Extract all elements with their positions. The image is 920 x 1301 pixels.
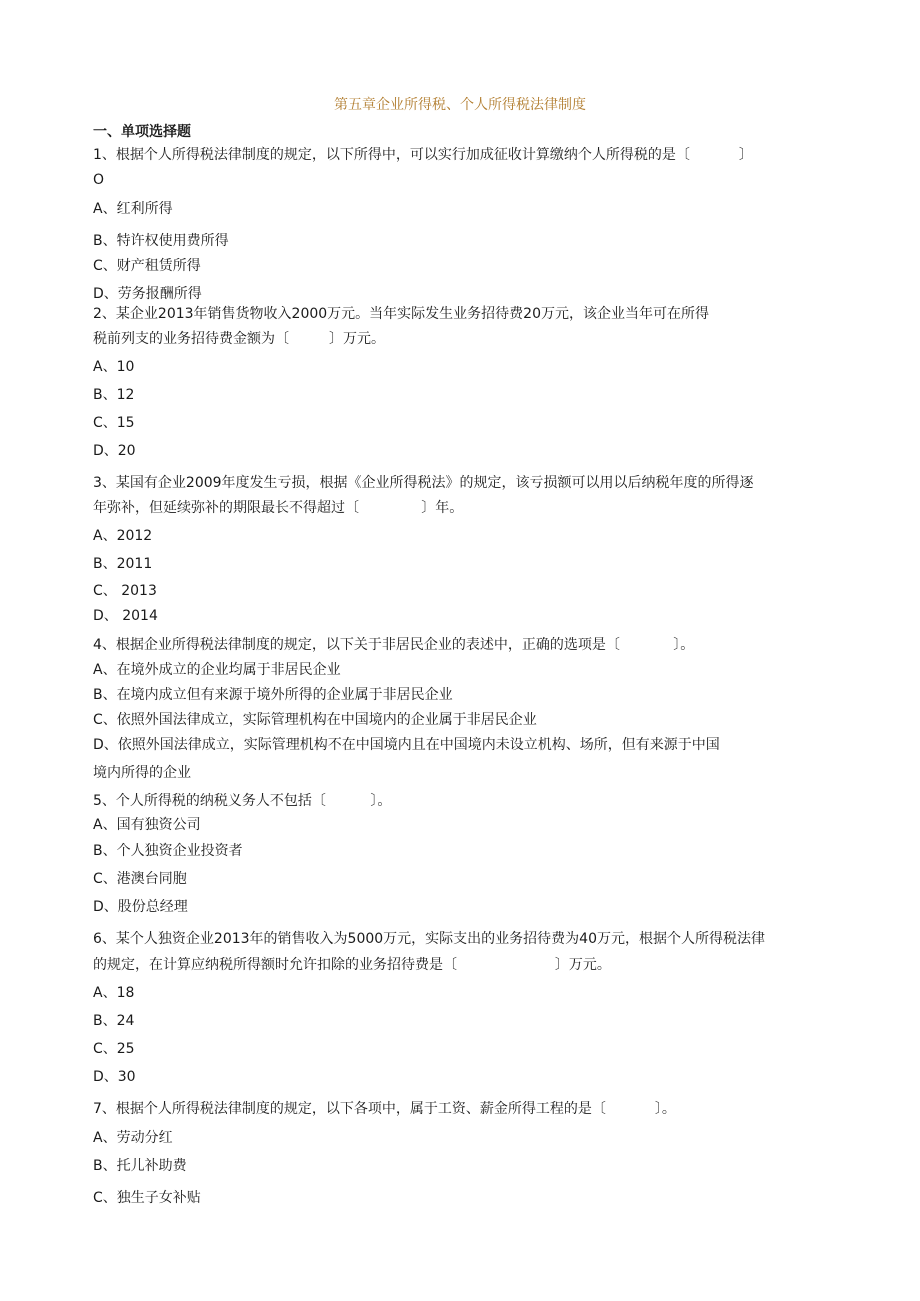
text-line: 4、根据企业所得税法律制度的规定，以下关于非居民企业的表述中，正确的选项是〔 〕。 — [93, 637, 695, 653]
text-line: 2、某企业2013年销售货物收入2000万元。当年实际发生业务招待费20万元，该企业当年可在所得 — [93, 306, 709, 322]
text-line: A、10 — [93, 359, 135, 375]
text-line: D、劳务报酬所得 — [93, 286, 202, 302]
text-line: 5、个人所得税的纳税义务人不包括〔 〕。 — [93, 793, 392, 809]
text-line: A、18 — [93, 985, 135, 1001]
text-line: 的规定，在计算应纳税所得额时允许扣除的业务招待费是〔 〕万元。 — [93, 957, 611, 973]
text-line: A、2012 — [93, 528, 153, 544]
text-line: 境内所得的企业 — [93, 765, 191, 781]
text-line: C、港澳台同胞 — [93, 871, 187, 887]
text-line: A、在境外成立的企业均属于非居民企业 — [93, 662, 341, 678]
text-line: B、托儿补助费 — [93, 1158, 187, 1174]
text-line: A、国有独资公司 — [93, 817, 201, 833]
text-line: D、 2014 — [93, 608, 158, 624]
text-line: D、30 — [93, 1069, 136, 1085]
text-line: B、24 — [93, 1013, 135, 1029]
text-line: 1、根据个人所得税法律制度的规定，以下所得中，可以实行加成征收计算缴纳个人所得税的是〔 〕 — [93, 147, 753, 163]
text-line: C、依照外国法律成立，实际管理机构在中国境内的企业属于非居民企业 — [93, 712, 537, 728]
text-line: C、15 — [93, 415, 135, 431]
text-line: C、财产租赁所得 — [93, 258, 201, 274]
section-heading: 一、单项选择题 — [93, 124, 191, 140]
text-line: A、劳动分红 — [93, 1130, 173, 1146]
text-line: D、股份总经理 — [93, 899, 188, 915]
text-line: 年弥补，但延续弥补的期限最长不得超过〔 〕年。 — [93, 500, 464, 516]
text-line: B、12 — [93, 387, 135, 403]
text-line: O — [93, 172, 105, 188]
text-line: 6、某个人独资企业2013年的销售收入为5000万元，实际支出的业务招待费为40万元，根据个人所得税法律 — [93, 931, 765, 947]
chapter-title: 第五章企业所得税、个人所得税法律制度 — [334, 97, 586, 113]
text-line: C、独生子女补贴 — [93, 1190, 201, 1206]
text-line: B、2011 — [93, 556, 153, 572]
text-line: B、个人独资企业投资者 — [93, 843, 243, 859]
text-line: B、特许权使用费所得 — [93, 233, 229, 249]
text-line: B、在境内成立但有来源于境外所得的企业属于非居民企业 — [93, 687, 453, 703]
text-line: D、依照外国法律成立，实际管理机构不在中国境内且在中国境内未设立机构、场所，但有来源于中国 — [93, 737, 720, 753]
text-line: D、20 — [93, 443, 136, 459]
text-line: 3、某国有企业2009年度发生亏损，根据《企业所得税法》的规定，该亏损额可以用以后纳税年度的所得逐 — [93, 475, 754, 491]
text-line: 税前列支的业务招待费金额为〔 〕万元。 — [93, 331, 386, 347]
text-line: C、 2013 — [93, 583, 157, 599]
text-line: C、25 — [93, 1041, 135, 1057]
text-line: 7、根据个人所得税法律制度的规定，以下各项中，属于工资、薪金所得工程的是〔 〕。 — [93, 1101, 676, 1117]
text-line: A、红利所得 — [93, 201, 173, 217]
